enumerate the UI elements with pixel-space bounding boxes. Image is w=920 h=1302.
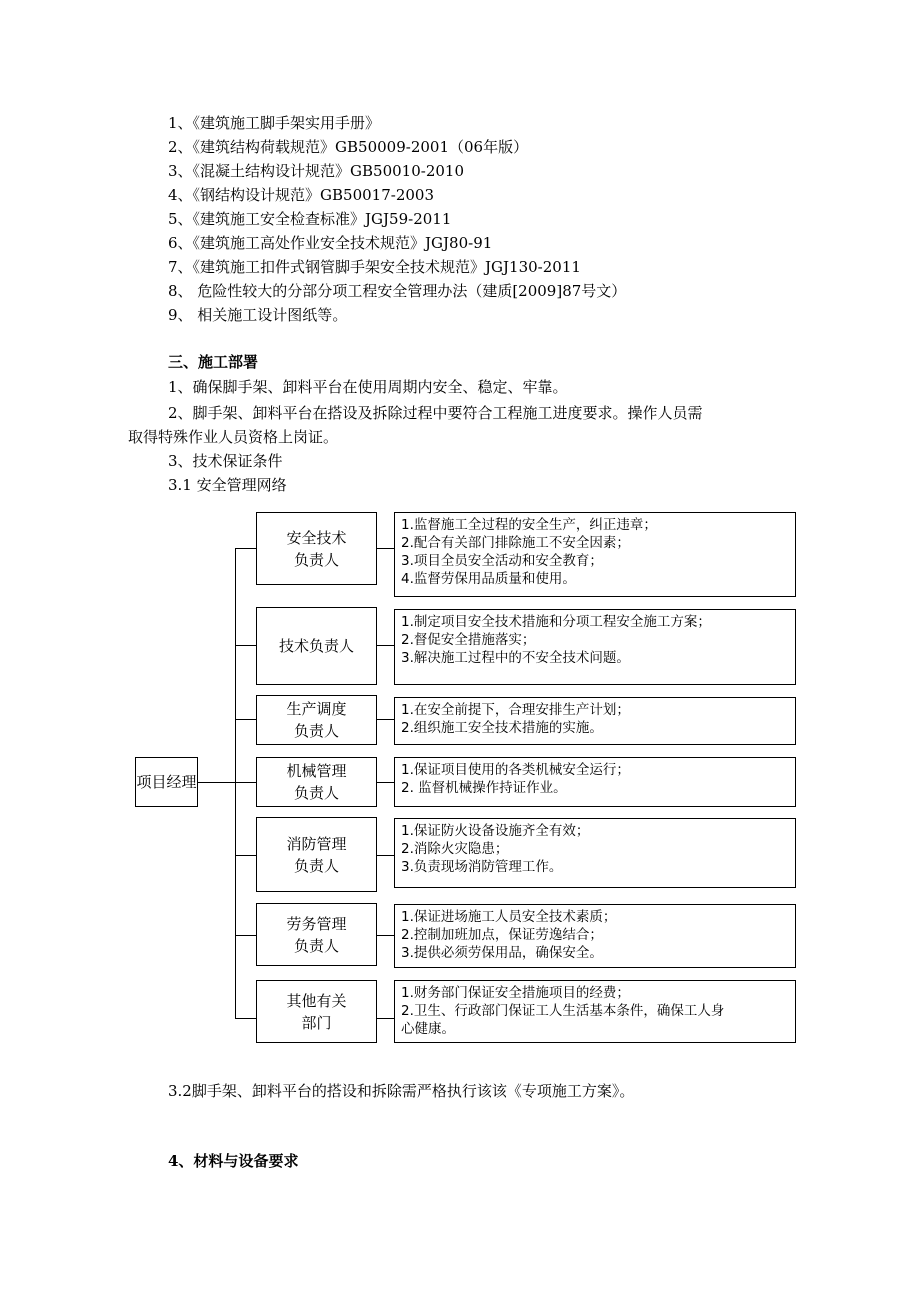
paragraph: 3、技术保证条件 bbox=[168, 452, 283, 470]
project-manager-box bbox=[135, 757, 198, 807]
connector bbox=[235, 719, 256, 720]
duty-item: 3.解决施工过程中的不安全技术问题。 bbox=[401, 650, 630, 666]
role-box-other bbox=[256, 980, 377, 1043]
role-box-labor bbox=[256, 903, 377, 966]
subsection-heading: 3.1 安全管理网络 bbox=[168, 476, 287, 494]
role-label: 消防管理 bbox=[286, 834, 347, 853]
reference-item: 5、《建筑施工安全检查标准》JGJ59-2011 bbox=[168, 210, 452, 228]
duty-item: 3.负责现场消防管理工作。 bbox=[401, 859, 563, 875]
duty-box-fire bbox=[394, 818, 796, 888]
duty-item: 1.在安全前提下，合理安排生产计划； bbox=[401, 702, 630, 718]
role-box-machinery bbox=[256, 757, 377, 807]
duty-item: 心健康。 bbox=[401, 1021, 455, 1037]
reference-item: 8、 危险性较大的分部分项工程安全管理办法（建质[2009]87号文） bbox=[168, 282, 627, 300]
role-box-production bbox=[256, 695, 377, 745]
connector bbox=[198, 782, 235, 783]
role-label: 技术负责人 bbox=[278, 637, 354, 655]
role-label: 负责人 bbox=[293, 722, 339, 740]
duty-item: 4.监督劳保用品质量和使用。 bbox=[401, 571, 576, 587]
connector bbox=[235, 782, 256, 783]
section-heading: 4、材料与设备要求 bbox=[168, 1152, 299, 1170]
paragraph: 3.2脚手架、卸料平台的搭设和拆除需严格执行该该《专项施工方案》。 bbox=[168, 1082, 635, 1100]
connector bbox=[377, 935, 394, 936]
connector bbox=[235, 645, 256, 646]
paragraph: 1、确保脚手架、卸料平台在使用周期内安全、稳定、牢靠。 bbox=[168, 378, 568, 396]
duty-item: 2.配合有关部门排除施工不安全因素； bbox=[401, 535, 630, 551]
role-label: 负责人 bbox=[293, 550, 339, 569]
reference-item: 6、《建筑施工高处作业安全技术规范》JGJ80-91 bbox=[168, 234, 493, 252]
reference-item: 9、 相关施工设计图纸等。 bbox=[168, 306, 348, 324]
duty-box-production bbox=[394, 697, 796, 745]
connector bbox=[377, 782, 394, 783]
duty-item: 3.项目全员安全活动和安全教育； bbox=[401, 553, 603, 569]
section-heading: 三、施工部署 bbox=[168, 353, 259, 371]
role-label: 其他有关 bbox=[286, 991, 347, 1010]
role-label: 机械管理 bbox=[286, 762, 347, 780]
duty-item: 1.监督施工全过程的安全生产，纠正违章； bbox=[401, 517, 657, 533]
role-box-safety-tech bbox=[256, 512, 377, 585]
connector bbox=[377, 855, 394, 856]
role-label: 劳务管理 bbox=[286, 914, 347, 933]
reference-item: 1、《建筑施工脚手架实用手册》 bbox=[168, 114, 381, 132]
duty-item: 1.保证项目使用的各类机械安全运行； bbox=[401, 762, 630, 778]
duty-item: 1.财务部门保证安全措施项目的经费； bbox=[401, 985, 630, 1001]
role-box-tech bbox=[256, 607, 377, 685]
duty-item: 3.提供必须劳保用品，确保安全。 bbox=[401, 945, 603, 961]
duty-item: 2.控制加班加点，保证劳逸结合； bbox=[401, 927, 603, 943]
connector bbox=[377, 548, 394, 549]
connector bbox=[377, 645, 394, 646]
duty-box-tech bbox=[394, 609, 796, 685]
duty-box-labor bbox=[394, 904, 796, 968]
duty-item: 1.制定项目安全技术措施和分项工程安全施工方案； bbox=[401, 614, 711, 630]
role-box-fire bbox=[256, 817, 377, 892]
connector bbox=[235, 855, 256, 856]
connector bbox=[235, 1018, 256, 1019]
role-label: 负责人 bbox=[293, 856, 339, 875]
reference-item: 7、《建筑施工扣件式钢管脚手架安全技术规范》JGJ130-2011 bbox=[168, 258, 581, 276]
duty-item: 1.保证进场施工人员安全技术素质； bbox=[401, 909, 617, 925]
role-label: 部门 bbox=[301, 1013, 332, 1032]
connector bbox=[377, 719, 394, 720]
duty-item: 2.消除火灾隐患； bbox=[401, 841, 509, 857]
connector-trunk bbox=[235, 548, 236, 1018]
role-label: 项目经理 bbox=[136, 773, 197, 791]
duty-box-safety-tech bbox=[394, 512, 796, 597]
duty-item: 1.保证防火设备设施齐全有效； bbox=[401, 823, 590, 839]
duty-box-machinery bbox=[394, 757, 796, 807]
paragraph: 取得特殊作业人员资格上岗证。 bbox=[128, 428, 339, 446]
duty-box-other bbox=[394, 980, 796, 1043]
connector bbox=[235, 935, 256, 936]
duty-item: 2. 监督机械操作持证作业。 bbox=[401, 780, 567, 796]
duty-item: 2.卫生、行政部门保证工人生活基本条件，确保工人身 bbox=[401, 1003, 725, 1019]
duty-item: 2.督促安全措施落实； bbox=[401, 632, 536, 648]
connector bbox=[377, 1018, 394, 1019]
reference-item: 4、《钢结构设计规范》GB50017-2003 bbox=[168, 186, 435, 204]
reference-item: 3、《混凝土结构设计规范》GB50010-2010 bbox=[168, 162, 465, 180]
reference-item: 2、《建筑结构荷载规范》GB50009-2001（06年版） bbox=[168, 138, 529, 156]
role-label: 生产调度 bbox=[286, 700, 347, 718]
role-label: 负责人 bbox=[293, 784, 339, 802]
paragraph: 2、脚手架、卸料平台在搭设及拆除过程中要符合工程施工进度要求。操作人员需 bbox=[168, 404, 703, 422]
role-label: 负责人 bbox=[293, 936, 339, 955]
duty-item: 2.组织施工安全技术措施的实施。 bbox=[401, 720, 603, 736]
connector bbox=[235, 548, 256, 549]
role-label: 安全技术 bbox=[286, 528, 347, 547]
